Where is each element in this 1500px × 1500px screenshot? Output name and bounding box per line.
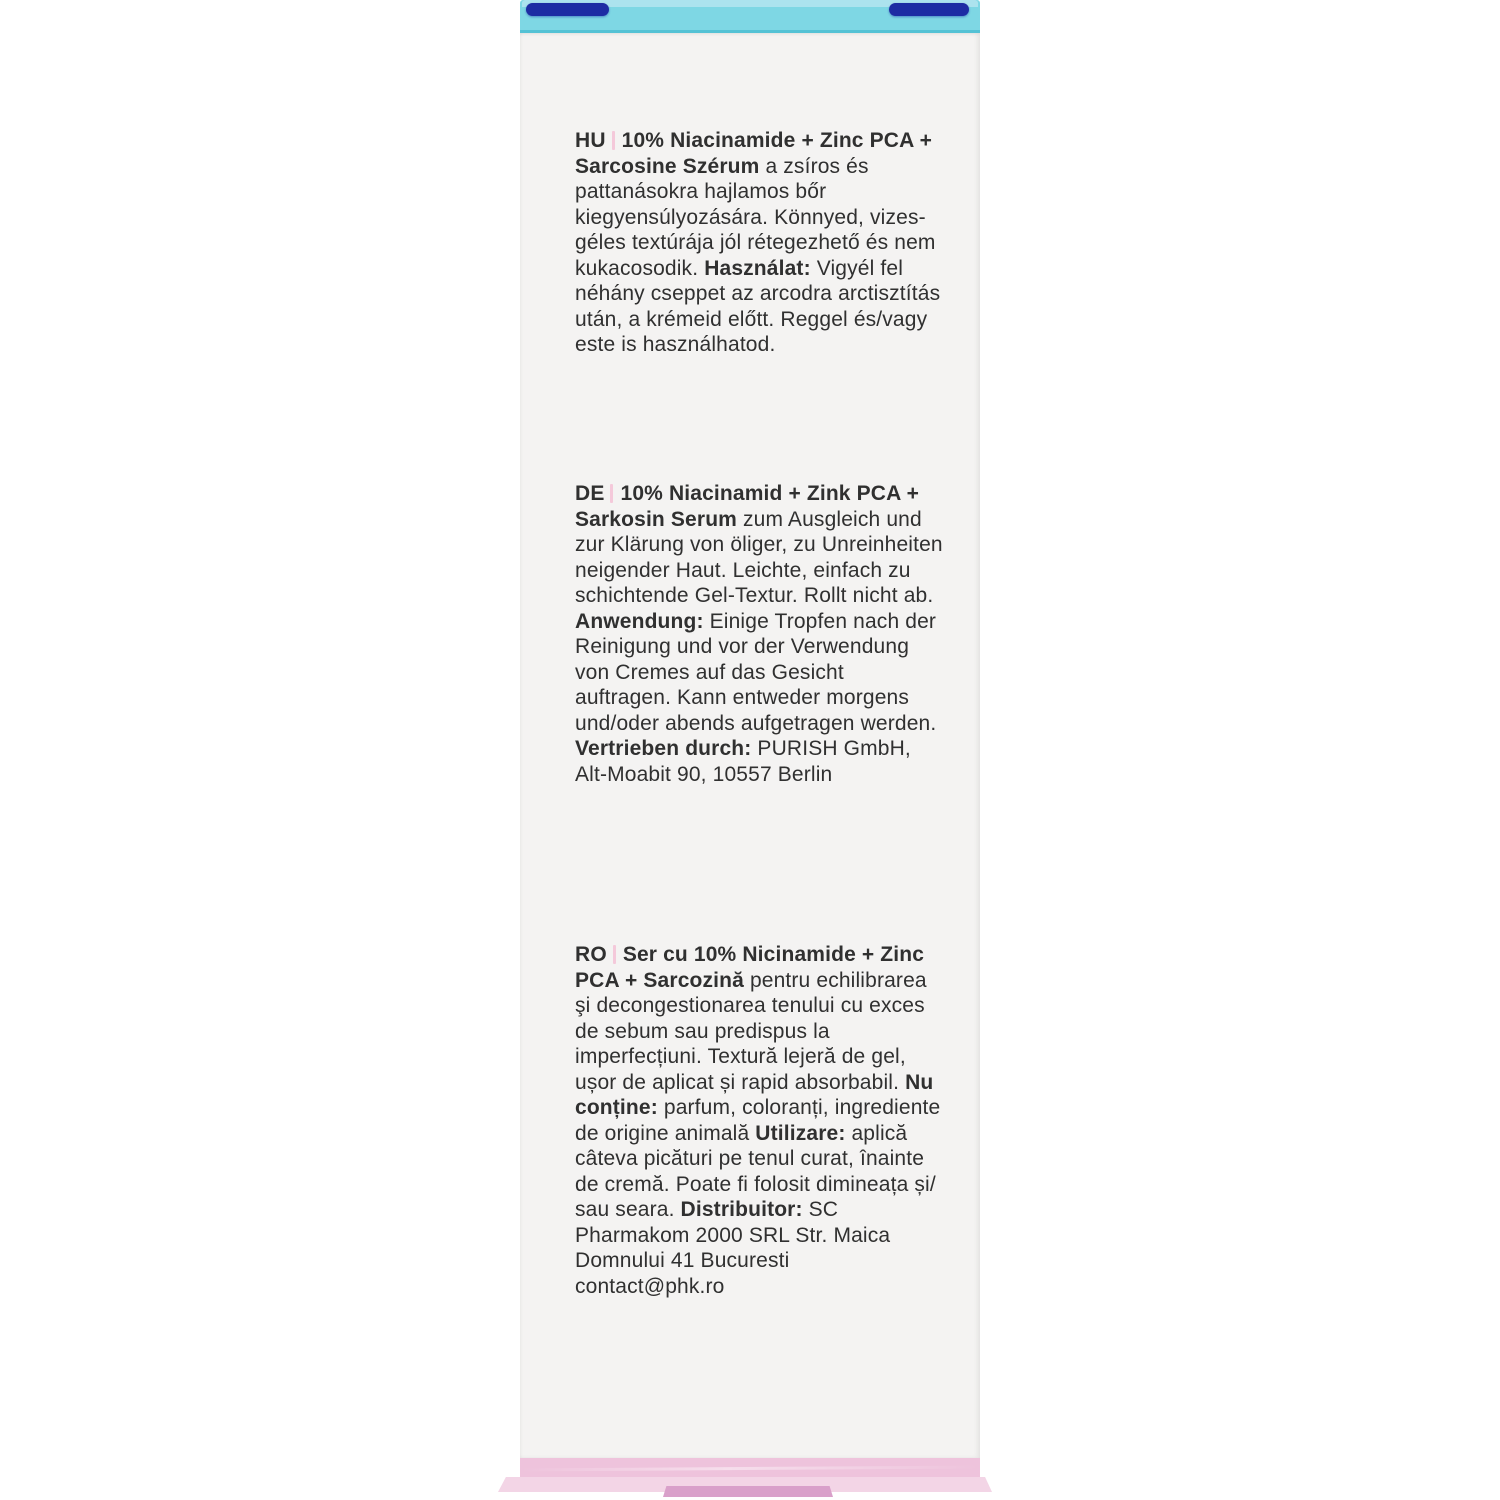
body-text-segment: a zsíros és pattanásokra hajlamos bőr kiegyensúlyozására. Könnyed, vizes-géles textúrája jól rétegezhető és nem kukacosodik. [575,154,936,280]
bold-text-segment: Ser cu 10% Nicinamide + Zinc PCA + Sarcozină [575,943,925,992]
bold-text-segment: Vertrieben durch: [575,737,752,760]
language-code: DE [575,482,605,505]
box-top-flap [520,0,980,34]
lang-block-ro [575,942,943,1299]
bold-text-segment: Utilizare: [755,1121,846,1145]
lang-block-hu [575,128,943,358]
bold-text-segment: Distribuitor: [680,1198,803,1221]
language-divider-bar [612,131,615,150]
body-text-segment: SC Pharmakom 2000 SRL Str. Maica Domnului 41 Bucuresti contact@phk.ro [575,1198,891,1298]
box-bottom-flap-sheen [520,1466,980,1472]
body-text-segment: pentru echilibrarea şi decongestionarea tenului cu exces de sebum sau predispus la imperfecțiuni. Textură lejeră de gel, ușor de aplicat și rapid absorbabil. [575,968,927,1094]
language-divider-bar [613,945,616,964]
top-flap-navy-accent-left [526,3,609,16]
language-code: HU [575,129,606,152]
bold-text-segment: 10% Niacinamid + Zink PCA + Sarkosin Serum [575,482,920,531]
body-text-segment: Einige Tropfen nach der Reinigung und vor der Verwendung von Cremes auf das Gesicht auftragen. Kann entweder morgens und/oder abends aufgetragen werden. [575,609,937,735]
body-text-segment: Vigyél fel néhány cseppet az arcodra arctisztítás után, a krémeid előtt. Reggel és/vagy este is használhatod. [575,256,941,356]
language-code: RO [575,943,607,966]
box-bottom-flap [520,1458,980,1479]
body-text-segment: PURISH GmbH, Alt-Moabit 90, 10557 Berlin [575,737,911,786]
bold-text-segment: Nu conține: [575,1070,934,1119]
box-bottom-tuck-tab [663,1486,833,1497]
box-back-panel [520,33,980,1458]
top-flap-navy-accent-right [889,3,969,16]
body-text-segment: zum Ausgleich und zur Klärung von öliger, zu Unreinheiten neigender Haut. Leichte, einfach zu schichtende Gel-Textur. Rollt nicht ab. [575,507,943,607]
body-text-segment: aplică câteva picături pe tenul curat, înainte de cremă. Poate fi folosit dimineața și/ sau seara. [575,1121,936,1221]
bold-text-segment: 10% Niacinamide + Zinc PCA + Sarcosine Szérum [575,129,933,178]
bold-text-segment: Használat: [704,256,811,280]
bold-text-segment: Anwendung: [575,609,704,633]
lang-block-de [575,481,943,787]
body-text-segment: parfum, coloranți, ingrediente de origine animală [575,1096,941,1145]
language-divider-bar [610,484,613,503]
